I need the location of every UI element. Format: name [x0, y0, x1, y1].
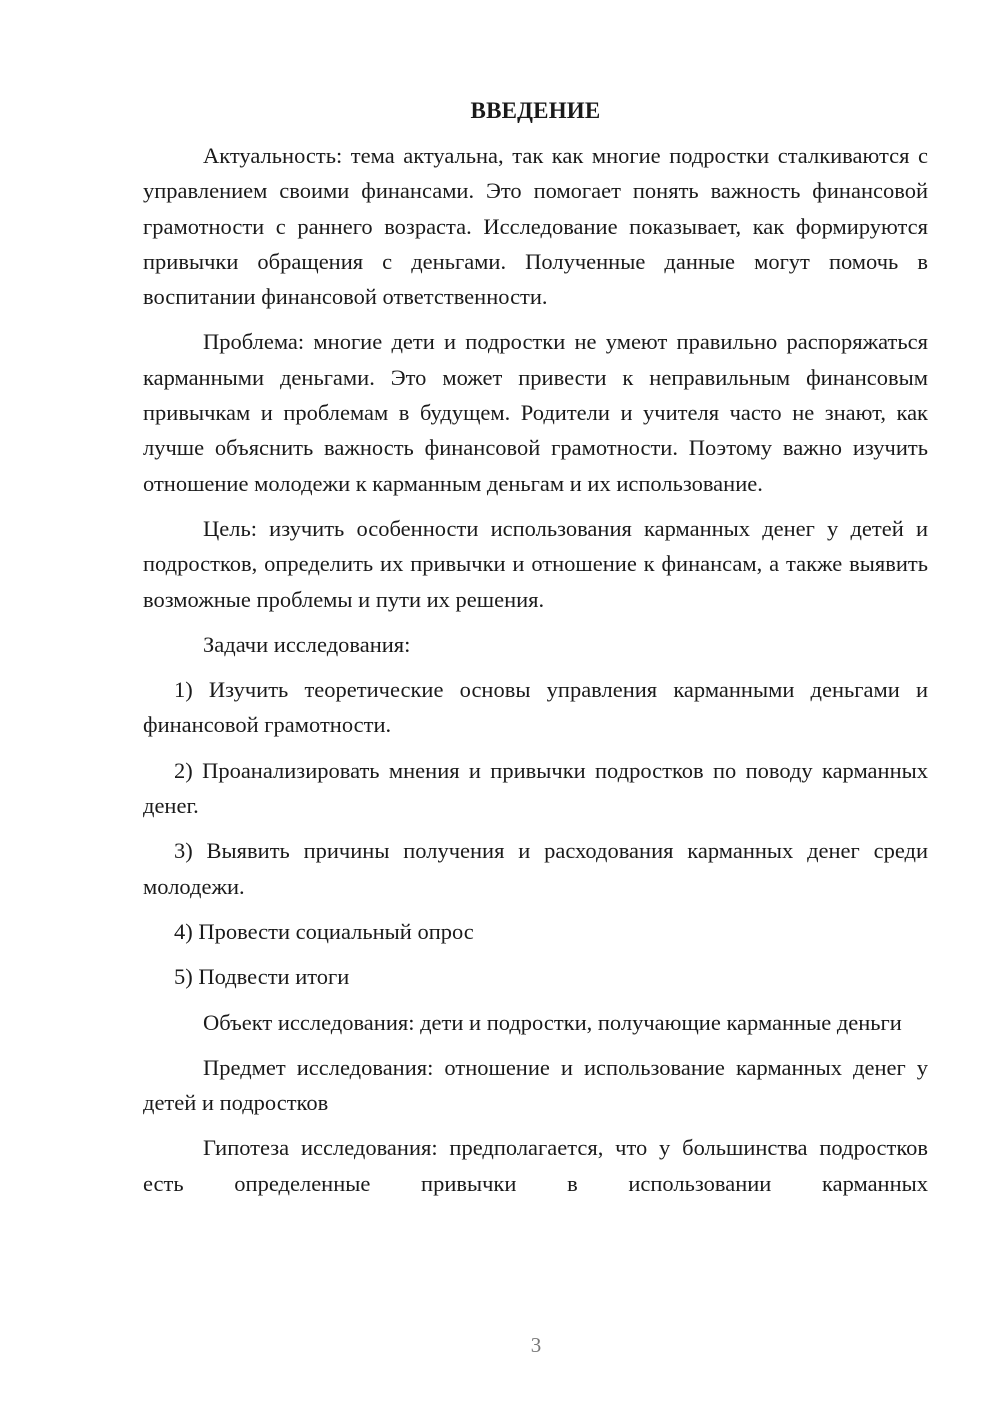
task-item-3: 3) Выявить причины получения и расходования карманных денег среди молодежи. — [143, 838, 928, 899]
task-item-5: 5) Подвести итоги — [174, 964, 350, 990]
task-item-2: 2) Проанализировать мнения и привычки подростков по поводу карманных денег. — [143, 757, 928, 819]
task-item-1: 1) Изучить теоретические основы управления карманными деньгами и финансовой грамотности. — [143, 677, 928, 738]
relevance-paragraph: Актуальность: тема актуальна, так как многие подростки сталкиваются с управлением своими финансами. Это помогает понять важность финансовой грамотности с раннего возраста. Исследование показывает, как формируются привычки обращения с деньгами. Полученные данные могут помочь в воспитании финансовой ответственности. — [143, 143, 928, 310]
tasks-heading: Задачи исследования: — [203, 631, 411, 657]
task-item-4: 4) Провести социальный опрос — [174, 918, 474, 944]
page-number: 3 — [530, 1333, 542, 1357]
problem-paragraph: Проблема: многие дети и подростки не умеют правильно распоряжаться карманными деньгами. Это может привести к неправильным финансовым привычкам и проблемам в будущем. Родители и учителя часто не знают, как лучше объяснить важность финансовой грамотности. Поэтому важно изучить отношение молодежи к карманным деньгам и их использование. — [143, 329, 928, 496]
hypothesis-paragraph: Гипотеза исследования: предполагается, что у большинства подростков есть определенные привычки в использовании карманных — [143, 1135, 928, 1196]
goal-paragraph: Цель: изучить особенности использования карманных денег у детей и подростков, определить их привычки и отношение к финансам, а также выявить возможные проблемы и пути их решения. — [143, 515, 928, 612]
page-content — [143, 93, 928, 1201]
object-paragraph: Объект исследования: дети и подростки, получающие карманные деньги — [203, 1009, 902, 1035]
page-title: ВВЕДЕНИЕ — [470, 98, 601, 123]
subject-paragraph: Предмет исследования: отношение и использование карманных денег у детей и подростков — [143, 1054, 928, 1116]
